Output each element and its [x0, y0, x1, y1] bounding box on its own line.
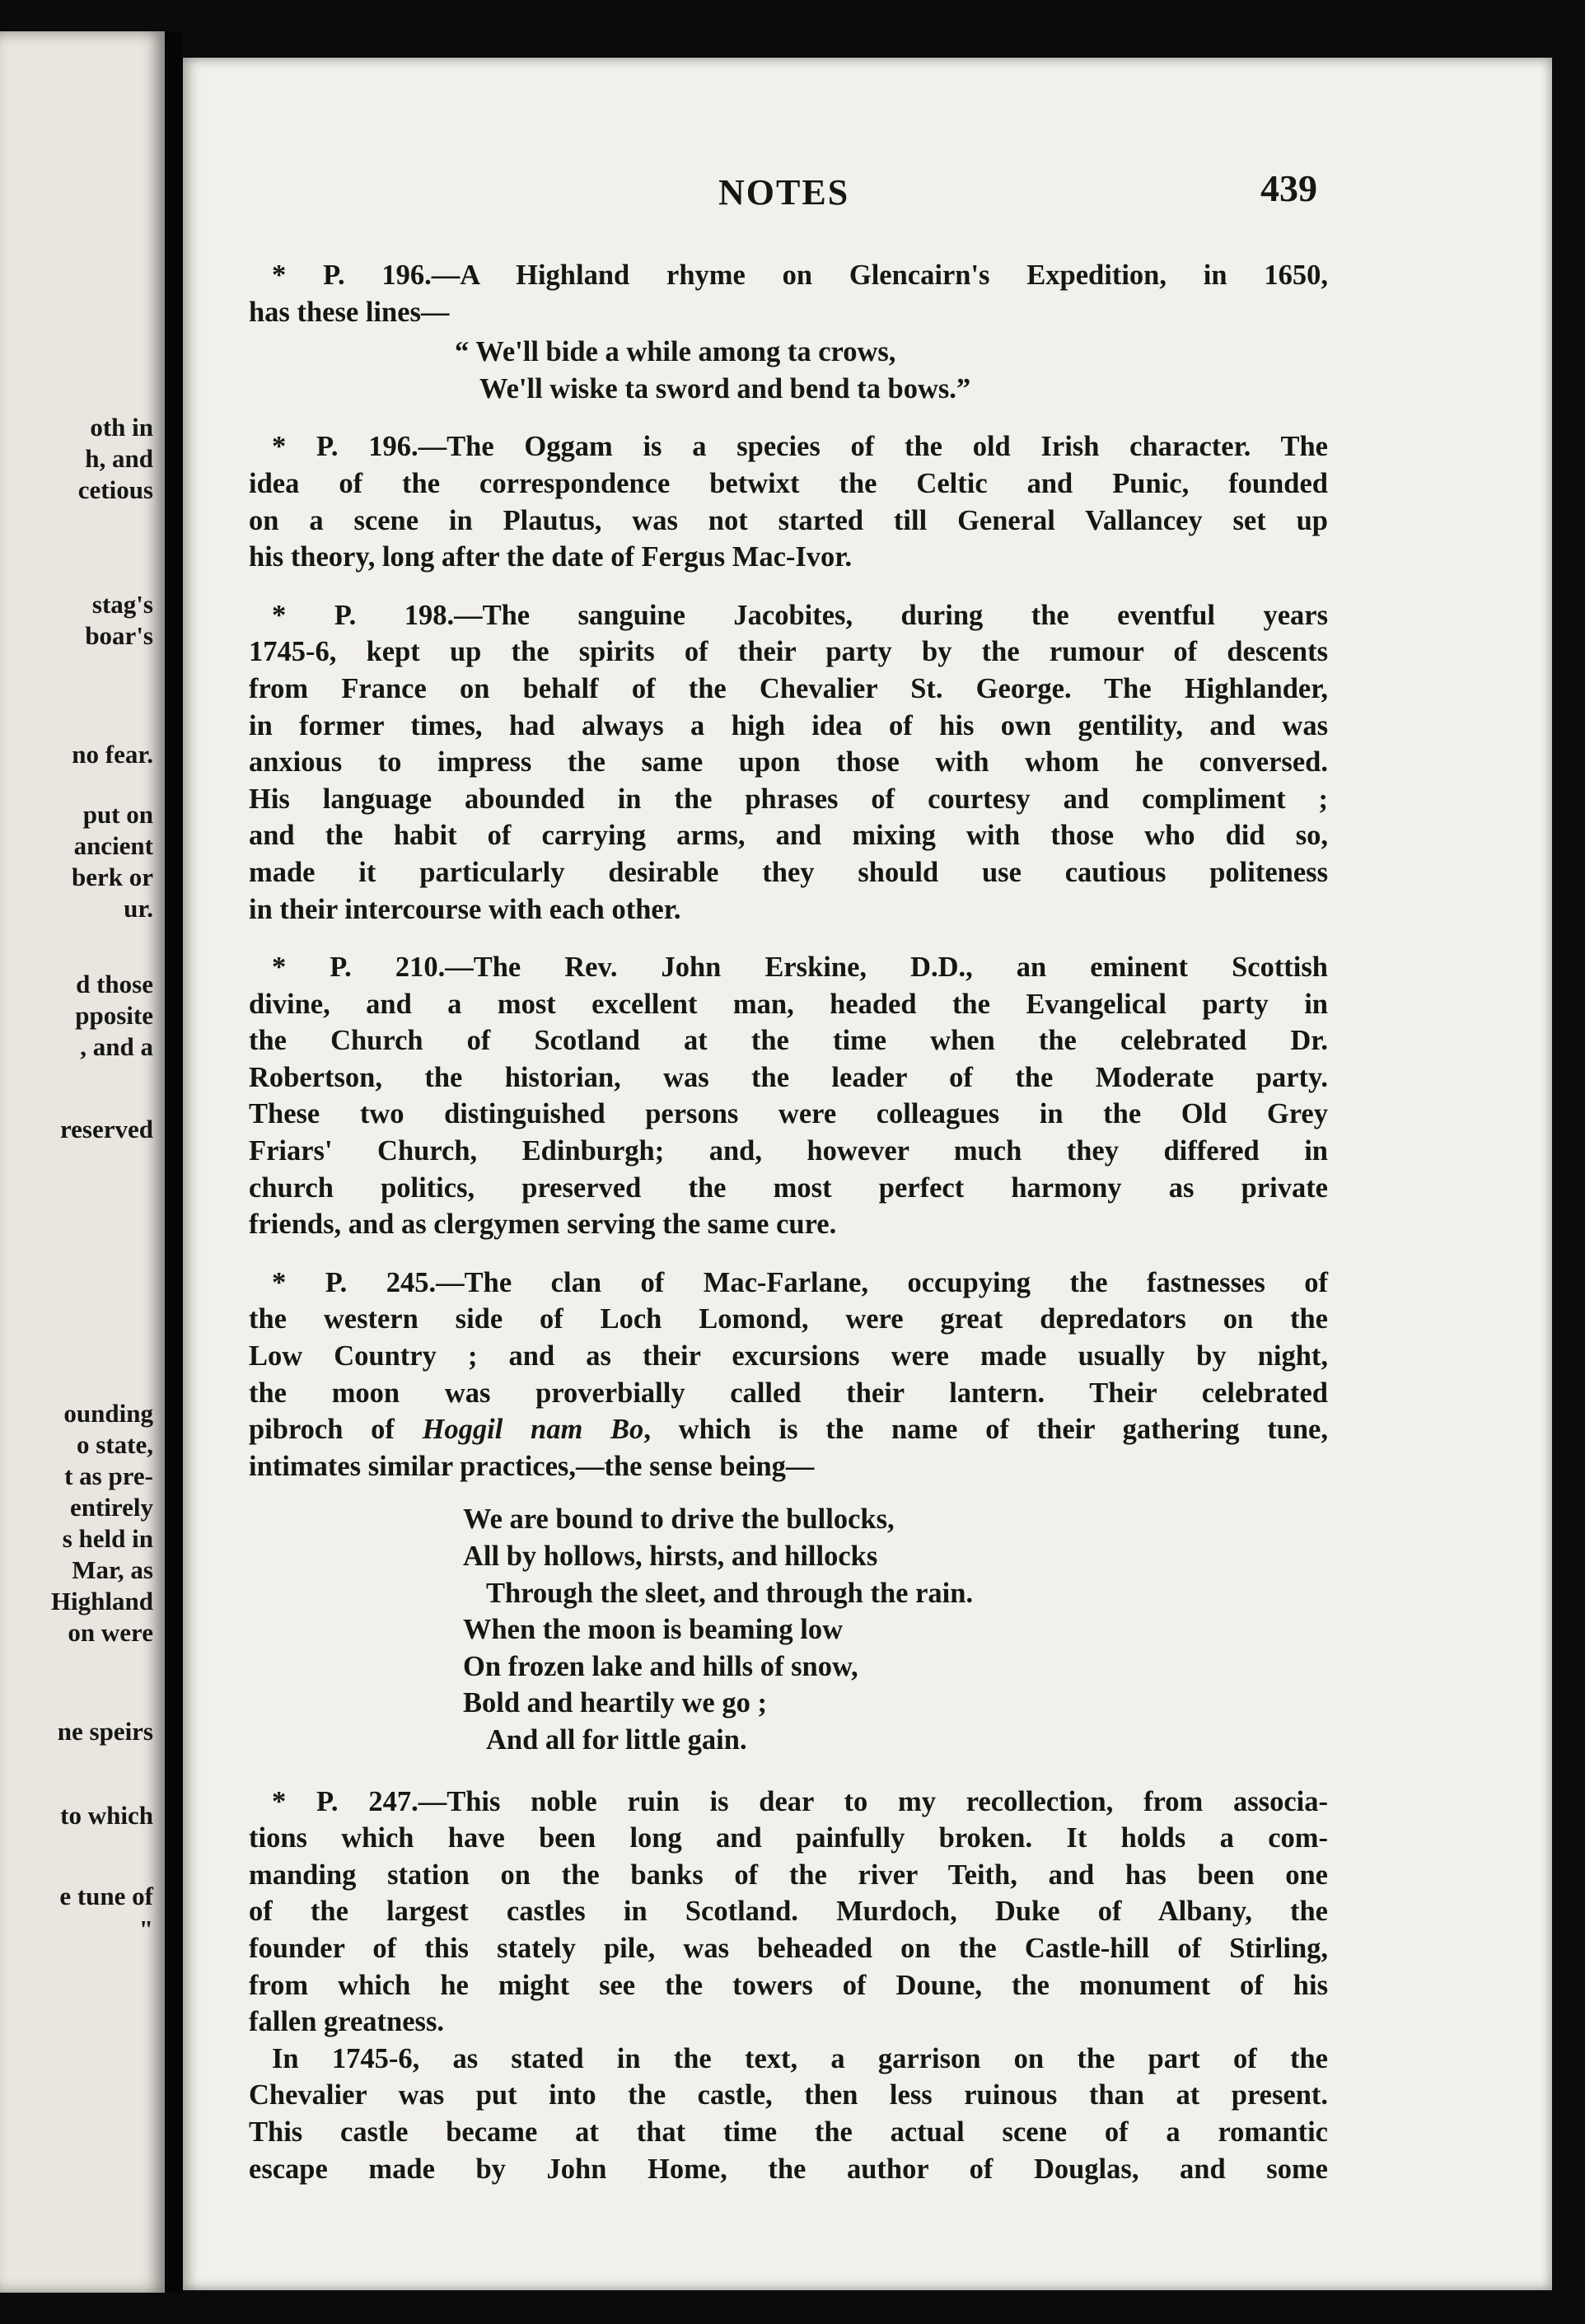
note-p245	[249, 1265, 1328, 1485]
left-fragment: put on	[82, 800, 153, 829]
text-line: friends, and as clergymen serving the same cure.	[249, 1209, 837, 1241]
text-line: * P. 196.—A Highland rhyme on Glencairn's Expedition, in 1650,	[272, 260, 1328, 291]
text-line: In 1745-6, as stated in the text, a garrison on the part of the	[272, 2042, 1328, 2074]
rhyme-verse	[249, 334, 1328, 407]
left-fragment: s held in	[62, 1524, 153, 1553]
text-line: of the largest castles in Scotland. Murdoch, Duke of Albany, the	[249, 1896, 1328, 1928]
verse-line: When the moon is beaming low	[463, 1614, 843, 1646]
verse-line: And all for little gain.	[486, 1723, 747, 1756]
text-line: on a scene in Plautus, was not started till General Vallancey set up	[249, 504, 1328, 536]
text-line: the western side of Loch Lomond, were great depredators on the	[249, 1303, 1328, 1335]
text-line: from which he might see the towers of Doune, the monument of his	[249, 1969, 1328, 2001]
left-fragment: e tune of	[59, 1882, 153, 1910]
text-line: the moon was proverbially called their lantern. Their celebrated	[249, 1377, 1328, 1409]
text-line: Low Country ; and as their excursions were made usually by night,	[249, 1340, 1328, 1372]
note-p247-continued	[249, 2041, 1328, 2187]
left-fragment: ne speirs	[57, 1717, 153, 1746]
running-head: NOTES	[718, 172, 850, 213]
text-line: has these lines—	[249, 296, 450, 328]
text-line: pibroch of Hoggil nam Bo, which is the name of their gathering tune,	[249, 1414, 1328, 1446]
text-line: anxious to impress the same upon those with whom he conversed.	[249, 746, 1328, 779]
text-line: from France on behalf of the Chevalier St. George. The Highlander,	[249, 672, 1328, 704]
text-line: manding station on the banks of the river Teith, and has been one	[249, 1859, 1328, 1891]
left-fragment: to which	[60, 1801, 153, 1830]
pibroch-title: Hoggil nam Bo	[422, 1414, 644, 1446]
text-line: intimates similar practices,—the sense being—	[249, 1450, 815, 1482]
text-line: His language abounded in the phrases of courtesy and compliment ;	[249, 783, 1328, 815]
text-line: These two distinguished persons were colleagues in the Old Grey	[249, 1098, 1328, 1130]
verse-line: All by hollows, hirsts, and hillocks	[463, 1541, 878, 1572]
text-line: * P. 210.—The Rev. John Erskine, D.D., an eminent Scottish	[272, 952, 1328, 984]
note-p196-oggam	[249, 428, 1328, 575]
left-fragment: boar's	[85, 621, 153, 650]
left-fragment: "	[138, 1915, 153, 1943]
left-fragment: cetious	[77, 475, 153, 504]
text-line: divine, and a most excellent man, headed the Evangelical party in	[249, 988, 1328, 1020]
gathering-tune-verse	[249, 1501, 1328, 1758]
left-fragment: Mar, as	[72, 1555, 153, 1584]
left-fragment: ancient	[73, 831, 153, 860]
notes-body	[249, 257, 1328, 2209]
verse-line: We'll wiske ta sword and bend ta bows.”	[479, 372, 971, 404]
left-fragment: h, and	[85, 444, 153, 473]
page-number: 439	[1260, 167, 1317, 209]
text-line: escape made by John Home, the author of Douglas, and some	[249, 2153, 1328, 2185]
left-fragment: Highland	[50, 1587, 153, 1616]
text-line: his theory, long after the date of Fergus Mac-Ivor.	[249, 541, 853, 573]
left-fragment: on were	[68, 1618, 153, 1647]
text-line: This castle became at that time the actual scene of a romantic	[249, 2116, 1328, 2148]
verse-line: “ We'll bide a while among ta crows,	[455, 336, 896, 368]
text-line: * P. 196.—The Oggam is a species of the old Irish character. The	[272, 431, 1328, 463]
text-line: tions which have been long and painfully broken. It holds a com-	[249, 1822, 1328, 1854]
note-p198	[249, 597, 1328, 928]
left-fragment: no fear.	[72, 740, 153, 769]
left-fragment: ounding	[63, 1399, 153, 1428]
verse-line: On frozen lake and hills of snow,	[463, 1650, 858, 1682]
note-p210	[249, 949, 1328, 1243]
text-line: made it particularly desirable they should use cautious politeness	[249, 856, 1328, 888]
page-header	[183, 167, 1552, 221]
text-line: * P. 245.—The clan of Mac-Farlane, occupying the fastnesses of	[272, 1266, 1328, 1298]
left-fragment: reserved	[59, 1115, 153, 1143]
text-line: Robertson, the historian, was the leader of the Moderate party.	[249, 1061, 1328, 1093]
text-line: Chevalier was put into the castle, then less ruinous than at present.	[249, 2079, 1328, 2111]
text-line: Friars' Church, Edinburgh; and, however much they differed in	[249, 1135, 1328, 1167]
verse-line: Bold and heartily we go ;	[463, 1687, 767, 1719]
left-fragment: , and a	[80, 1032, 153, 1061]
text-line: founder of this stately pile, was beheaded on the Castle-hill of Stirling,	[249, 1932, 1328, 1964]
text-line: church politics, preserved the most perfect harmony as private	[249, 1171, 1328, 1204]
note-p247	[249, 1784, 1328, 2041]
text-line: * P. 247.—This noble ruin is dear to my recollection, from associa-	[272, 1785, 1328, 1817]
left-fragment: stag's	[91, 590, 153, 619]
verse-line: We are bound to drive the bullocks,	[463, 1503, 895, 1536]
text-line: the Church of Scotland at the time when the celebrated Dr.	[249, 1025, 1328, 1057]
text-line: and the habit of carrying arms, and mixing with those who did so,	[249, 820, 1328, 852]
text-line: idea of the correspondence betwixt the Celtic and Punic, founded	[249, 467, 1328, 499]
text-line: 1745-6, kept up the spirits of their party by the rumour of descents	[249, 636, 1328, 668]
left-fragment: ur.	[124, 894, 153, 923]
text-line: in their intercourse with each other.	[249, 893, 681, 925]
note-p196-rhyme	[249, 257, 1328, 330]
left-fragment: d those	[76, 970, 153, 998]
text-line: in former times, had always a high idea of his own gentility, and was	[249, 709, 1328, 741]
text-line: fallen greatness.	[249, 2006, 445, 2038]
left-fragment: entirely	[69, 1493, 153, 1522]
text-line: * P. 198.—The sanguine Jacobites, during the eventful years	[272, 599, 1328, 631]
verse-line: Through the sleet, and through the rain.	[486, 1577, 974, 1609]
left-fragment: berk or	[71, 863, 153, 891]
book-gutter	[165, 31, 183, 2293]
left-fragment: t as pre-	[64, 1461, 153, 1490]
left-fragment: o state,	[77, 1430, 153, 1459]
left-fragment: oth in	[90, 413, 153, 442]
left-fragment: pposite	[75, 1001, 153, 1030]
left-page-fragment	[0, 31, 165, 2293]
right-page	[183, 58, 1552, 2290]
